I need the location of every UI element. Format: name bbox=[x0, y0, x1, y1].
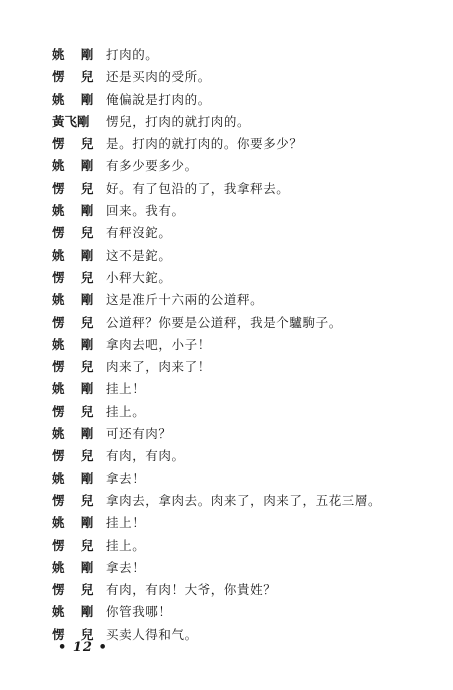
dialogue-line bbox=[52, 557, 432, 579]
speech-text: 你管我哪！ bbox=[106, 604, 172, 620]
dialogue-line bbox=[52, 601, 432, 623]
dialogue-line bbox=[52, 312, 432, 334]
speaker-name: 姚 剛 bbox=[52, 203, 100, 219]
dialogue-line bbox=[52, 445, 432, 467]
speaker-name: 姚 剛 bbox=[52, 247, 100, 263]
dialogue-line bbox=[52, 89, 432, 111]
dialogue-line bbox=[52, 334, 432, 356]
speech-text: 这不是鉈。 bbox=[106, 247, 172, 263]
speech-text: 还是买肉的受所。 bbox=[106, 69, 211, 85]
speaker-name: 姚 剛 bbox=[52, 292, 100, 308]
speaker-name: 愣 兒 bbox=[52, 225, 100, 241]
dialogue-line bbox=[52, 468, 432, 490]
dialogue-line bbox=[52, 200, 432, 222]
speaker-name: 姚 剛 bbox=[52, 381, 100, 397]
dialogue-line bbox=[52, 245, 432, 267]
speaker-name: 愣 兒 bbox=[52, 403, 100, 419]
speaker-name: 姚 剛 bbox=[52, 604, 100, 620]
speaker-name: 姚 剛 bbox=[52, 91, 100, 107]
speaker-name: 姚 剛 bbox=[52, 47, 100, 62]
speaker-name: 愣 兒 bbox=[52, 582, 100, 598]
dialogue-line bbox=[52, 356, 432, 378]
speech-text: 俺偏說是打肉的。 bbox=[106, 91, 211, 107]
speech-text: 有秤沒鉈。 bbox=[106, 225, 172, 241]
speaker-name: 姚 剛 bbox=[52, 515, 100, 531]
speech-text: 小秤大鉈。 bbox=[106, 269, 172, 285]
speech-text: 拿去！ bbox=[106, 470, 146, 486]
speaker-name: 姚 剛 bbox=[52, 158, 100, 174]
speech-text: 公道秤？你要是公道秤，我是个驢駒子。 bbox=[106, 314, 342, 330]
dialogue-line bbox=[52, 624, 432, 646]
speech-text: 拿去！ bbox=[106, 559, 146, 575]
page-number: • 12 • bbox=[58, 640, 108, 655]
speaker-name: 黃飞剛 bbox=[52, 113, 90, 129]
speech-text: 拿肉去，拿肉去。肉来了，肉来了，五花三層。 bbox=[106, 492, 382, 508]
dialogue-line bbox=[52, 579, 432, 601]
dialogue-line bbox=[52, 401, 432, 423]
speech-text: 有肉，有肉。 bbox=[106, 448, 185, 464]
speaker-name: 姚 剛 bbox=[52, 426, 100, 442]
speaker-name: 愣 兒 bbox=[52, 269, 100, 285]
speaker-name: 姚 剛 bbox=[52, 559, 100, 575]
speech-text: 可还有肉？ bbox=[106, 426, 172, 442]
dialogue-line bbox=[52, 378, 432, 400]
speech-text: 挂上！ bbox=[106, 381, 146, 397]
speech-text: 拿肉去吧，小子！ bbox=[106, 336, 211, 352]
speaker-name: 愣 兒 bbox=[52, 69, 100, 85]
speaker-name: 愣 兒 bbox=[52, 136, 100, 152]
dialogue-line bbox=[52, 490, 432, 512]
dialogue-script bbox=[52, 44, 432, 646]
dialogue-line bbox=[52, 66, 432, 88]
speaker-name: 愣 兒 bbox=[52, 537, 100, 553]
speech-text: 挂上！ bbox=[106, 515, 146, 531]
speech-text: 是。打肉的就打肉的。你要多少？ bbox=[106, 136, 303, 152]
speaker-name: 愣 兒 bbox=[52, 492, 100, 508]
speech-text: 这是准斤十六兩的公道秤。 bbox=[106, 292, 264, 308]
speech-text: 有多少要多少。 bbox=[106, 158, 198, 174]
speech-text: 好。有了包沿的了，我拿秤去。 bbox=[106, 180, 290, 196]
speaker-name: 姚 剛 bbox=[52, 336, 100, 352]
dialogue-line bbox=[52, 133, 432, 155]
dialogue-line bbox=[52, 111, 432, 133]
dialogue-line bbox=[52, 267, 432, 289]
dialogue-line bbox=[52, 178, 432, 200]
speaker-name: 愣 兒 bbox=[52, 448, 100, 464]
speaker-name: 姚 剛 bbox=[52, 470, 100, 486]
dialogue-line bbox=[52, 44, 432, 66]
speech-text: 愣兒，打肉的就打肉的。 bbox=[106, 113, 251, 129]
speaker-name: 愣 兒 bbox=[52, 180, 100, 196]
speech-text: 买卖人得和气。 bbox=[106, 626, 198, 642]
dialogue-line bbox=[52, 423, 432, 445]
dialogue-line bbox=[52, 512, 432, 534]
dialogue-line bbox=[52, 535, 432, 557]
speech-text: 挂上。 bbox=[106, 537, 146, 553]
speech-text: 挂上。 bbox=[106, 403, 146, 419]
speech-text: 有肉，有肉！大爷，你貴姓？ bbox=[106, 582, 277, 598]
dialogue-line bbox=[52, 222, 432, 244]
dialogue-line bbox=[52, 155, 432, 177]
dialogue-line bbox=[52, 289, 432, 311]
speaker-name: 愣 兒 bbox=[52, 626, 100, 642]
speech-text: 回来。我有。 bbox=[106, 203, 185, 219]
speaker-name: 愣 兒 bbox=[52, 359, 100, 375]
speech-text: 打肉的。 bbox=[106, 47, 159, 62]
speech-text: 肉来了，肉来了！ bbox=[106, 359, 211, 375]
speaker-name: 愣 兒 bbox=[52, 314, 100, 330]
